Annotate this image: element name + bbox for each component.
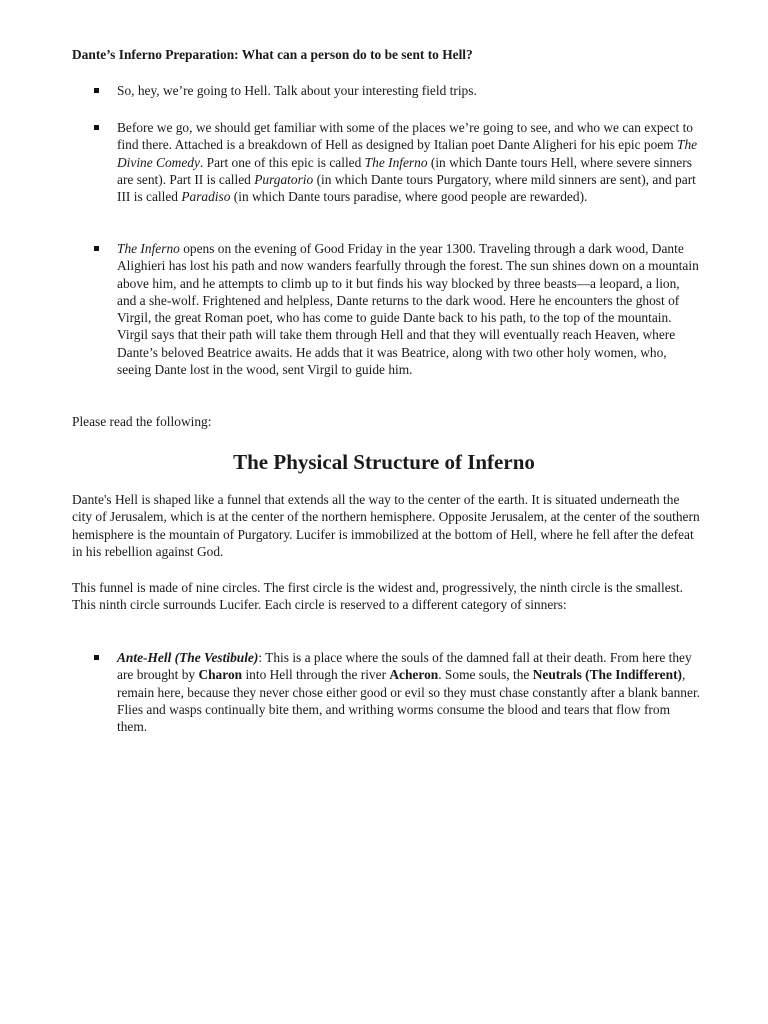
intro-bullet-list bbox=[72, 82, 702, 99]
square-bullet-icon bbox=[94, 88, 99, 93]
intro-bullet-list bbox=[72, 119, 702, 205]
bullet-text: , remain here, because they never chose either good or evil so they must chase constantly after a blank banner. Flies and wasps continually bite them, and writhing worms consume the blood and tears that flow from them. bbox=[117, 667, 701, 735]
italic-title: The Inferno bbox=[117, 241, 180, 256]
square-bullet-icon bbox=[94, 246, 99, 251]
bold-term: Acheron bbox=[389, 667, 439, 683]
bullet-text: (in which Dante tours Purgatory, where mild sinners are sent), and part III is called bbox=[117, 171, 696, 205]
bullet-text: into Hell through the river bbox=[242, 667, 390, 683]
square-bullet-icon bbox=[94, 125, 99, 130]
paragraph: This funnel is made of nine circles. The first circle is the widest and, progressively, the ninth circle is the smallest. This ninth circle surrounds Lucifer. Each circle is reserved to a different category of sinners: bbox=[72, 580, 683, 613]
list-item bbox=[72, 240, 702, 378]
italic-title: The Divine Comedy bbox=[117, 137, 698, 170]
term-heading: Ante-Hell (The Vestibule) bbox=[117, 650, 259, 665]
bullet-text: (in which Dante tours paradise, where good people are rewarded). bbox=[230, 189, 588, 205]
paragraph: Dante's Hell is shaped like a funnel that extends all the way to the center of the earth. It is situated underneath the city of Jerusalem, which is at the center of the northern hemisphere. Opposite Jerusalem, at the center of the southern hemisphere is the mountain of Purgatory. Lucifer is immobilized at the bottom of Hell, where he fell after the defeat in his rebellion against God. bbox=[72, 492, 700, 559]
intro-bullet-list bbox=[72, 240, 702, 378]
italic-title: Paradiso bbox=[181, 189, 231, 205]
section-title: The Physical Structure of Inferno bbox=[233, 450, 535, 474]
read-instruction: Please read the following: bbox=[72, 414, 212, 429]
italic-title: Purgatorio bbox=[254, 171, 314, 187]
list-item bbox=[72, 649, 702, 735]
italic-title: The Inferno bbox=[364, 154, 428, 170]
circles-bullet-list bbox=[72, 649, 702, 735]
bold-term: Neutrals (The Indifferent) bbox=[532, 667, 682, 683]
bullet-text: . Some souls, the bbox=[438, 667, 533, 683]
list-item bbox=[72, 119, 702, 205]
bullet-text: opens on the evening of Good Friday in the year 1300. Traveling through a dark wood, Dante Alighieri has lost his path and now wanders fearfully through the forest. The sun shines down on a mountain above him, and he attempts to climb up to it but finds his way blocked by three beasts—a leopard, a lion, and a she-wolf. Frightened and helpless, Dante returns to the dark wood. Here he encounters the ghost of Virgil, the great Roman poet, who has come to guide Dante back to his path, to the top of the mountain. Virgil says that their path will take them through Hell and that they will eventually reach Heaven, where Dante’s beloved Beatrice awaits. He adds that it was Beatrice, along with two other holy women, who, seeing Dante lost in the wood, sent Virgil to guide him. bbox=[117, 241, 699, 378]
bullet-text: So, hey, we’re going to Hell. Talk about your interesting field trips. bbox=[117, 83, 477, 98]
bullet-text: . Part one of this epic is called bbox=[199, 154, 365, 170]
bold-term: Charon bbox=[198, 667, 243, 683]
bullet-text: Before we go, we should get familiar with some of the places we’re going to see, and who we can expect to find there. Attached is a breakdown of Hell as designed by Italian poet Dante Aligheri for his epic poem bbox=[117, 120, 693, 153]
document-heading: Dante’s Inferno Preparation: What can a person do to be sent to Hell? bbox=[72, 47, 473, 62]
square-bullet-icon bbox=[94, 655, 99, 660]
list-item bbox=[72, 82, 702, 99]
bullet-text: : This is a place where the souls of the damned fall at their death. From here they are brought by bbox=[117, 650, 692, 683]
bullet-text: (in which Dante tours Hell, where severe sinners are sent). Part II is called bbox=[117, 154, 692, 187]
